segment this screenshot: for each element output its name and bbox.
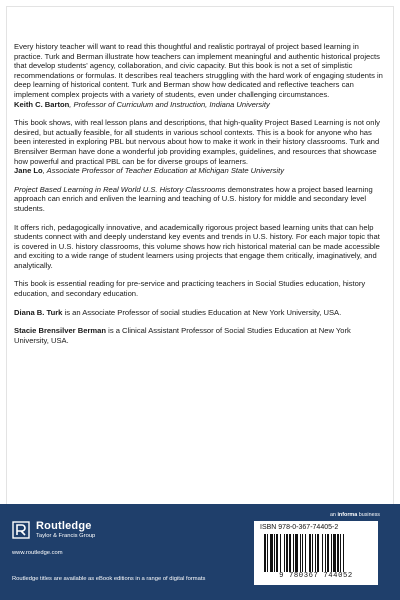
author-bio-1 <box>14 308 386 318</box>
author-2-bio: is a Clinical Assistant Professor of Social Studies Education at New York University, USA. <box>14 326 351 345</box>
barcode-digits: 9 780367 744052 <box>279 572 353 580</box>
author-bio-2 <box>14 326 386 345</box>
author-1-bio: is an Associate Professor of social studies Education at New York University, USA. <box>62 307 342 317</box>
isbn-label: ISBN 978-0-367-74405-2 <box>260 524 339 531</box>
author-1-name: Diana B. Turk <box>14 307 63 317</box>
back-cover-text <box>14 42 386 354</box>
endorser-2-title: , Associate Professor of Teacher Education at Michigan State University <box>42 166 284 176</box>
endorser-1-title: , Professor of Curriculum and Instruction, Indiana University <box>69 99 270 109</box>
endorser-2-name: Jane Lo <box>14 166 43 176</box>
description-paragraph-3: This book is essential reading for pre-service and practicing teachers in Social Studies education, history education, and secondary education. <box>14 279 366 299</box>
publisher-name: Routledge <box>36 520 92 532</box>
description-paragraph-2: It offers rich, pedagogically innovative, and academically rigorous project based learning units that can help students connect with and deeply understand key events and trends in U.S. history. For each major topic that is covered in U.S. history classrooms, this volume shows how rich historical material can be made accessible and exciting to a wide range of student learners using projects that engage them critically, imaginatively, and analytically. <box>14 222 380 270</box>
routledge-logo-icon <box>12 521 30 539</box>
ebook-note: Routledge titles are available as eBook editions in a range of digital formats <box>12 576 206 582</box>
endorsement-2 <box>14 118 386 176</box>
description-paragraph-1 <box>14 185 386 214</box>
barcode-icon <box>262 534 370 572</box>
endorsement-1-text: Every history teacher will want to read this thoughtful and realistic portrayal of project based learning in practice. Turk and Berman illustrate how teachers can implement meaningful and authentic historical projects that develop students' agency, collaboration, and civic capacity. But this book is not a set of simplistic recommendations or formulas. It describes real teachers struggling with the hard work of engaging students in deep learning of historical content. Turk and Berman show how dedicated and reflective teachers can implement complex projects with a variety of students, even under challenging circumstances. <box>14 42 383 99</box>
endorsement-1 <box>14 42 386 109</box>
publisher-footer <box>0 504 400 600</box>
publisher-subtitle: Taylor & Francis Group <box>36 533 96 539</box>
endorser-1-name: Keith C. Barton <box>14 99 70 109</box>
publisher-url: www.routledge.com <box>12 550 63 556</box>
endorsement-2-text: This book shows, with real lesson plans and descriptions, that high-quality Project Based Learning is not only desired, but actually feasible, for all students in various school contexts. This is a book for anyone who has been interested in exploring PBL but nervous about how to make it work in their history classrooms. Turk and Brensilver Berman have done a wonderful job providing examples, guidelines, and resources that showcase how powerful and practical PBL can be for diverse groups of learners. <box>14 118 380 166</box>
informa-tagline: an informa business <box>329 512 380 518</box>
isbn-barcode <box>254 521 378 585</box>
book-title: Project Based Learning in Real World U.S. History Classrooms <box>14 184 226 194</box>
description-1-text: demonstrates how a project based learning approach can enrich and enliven the learning and teaching of U.S. history for middle and secondary level students. <box>14 184 373 213</box>
author-2-name: Stacie Brensilver Berman <box>14 326 107 336</box>
